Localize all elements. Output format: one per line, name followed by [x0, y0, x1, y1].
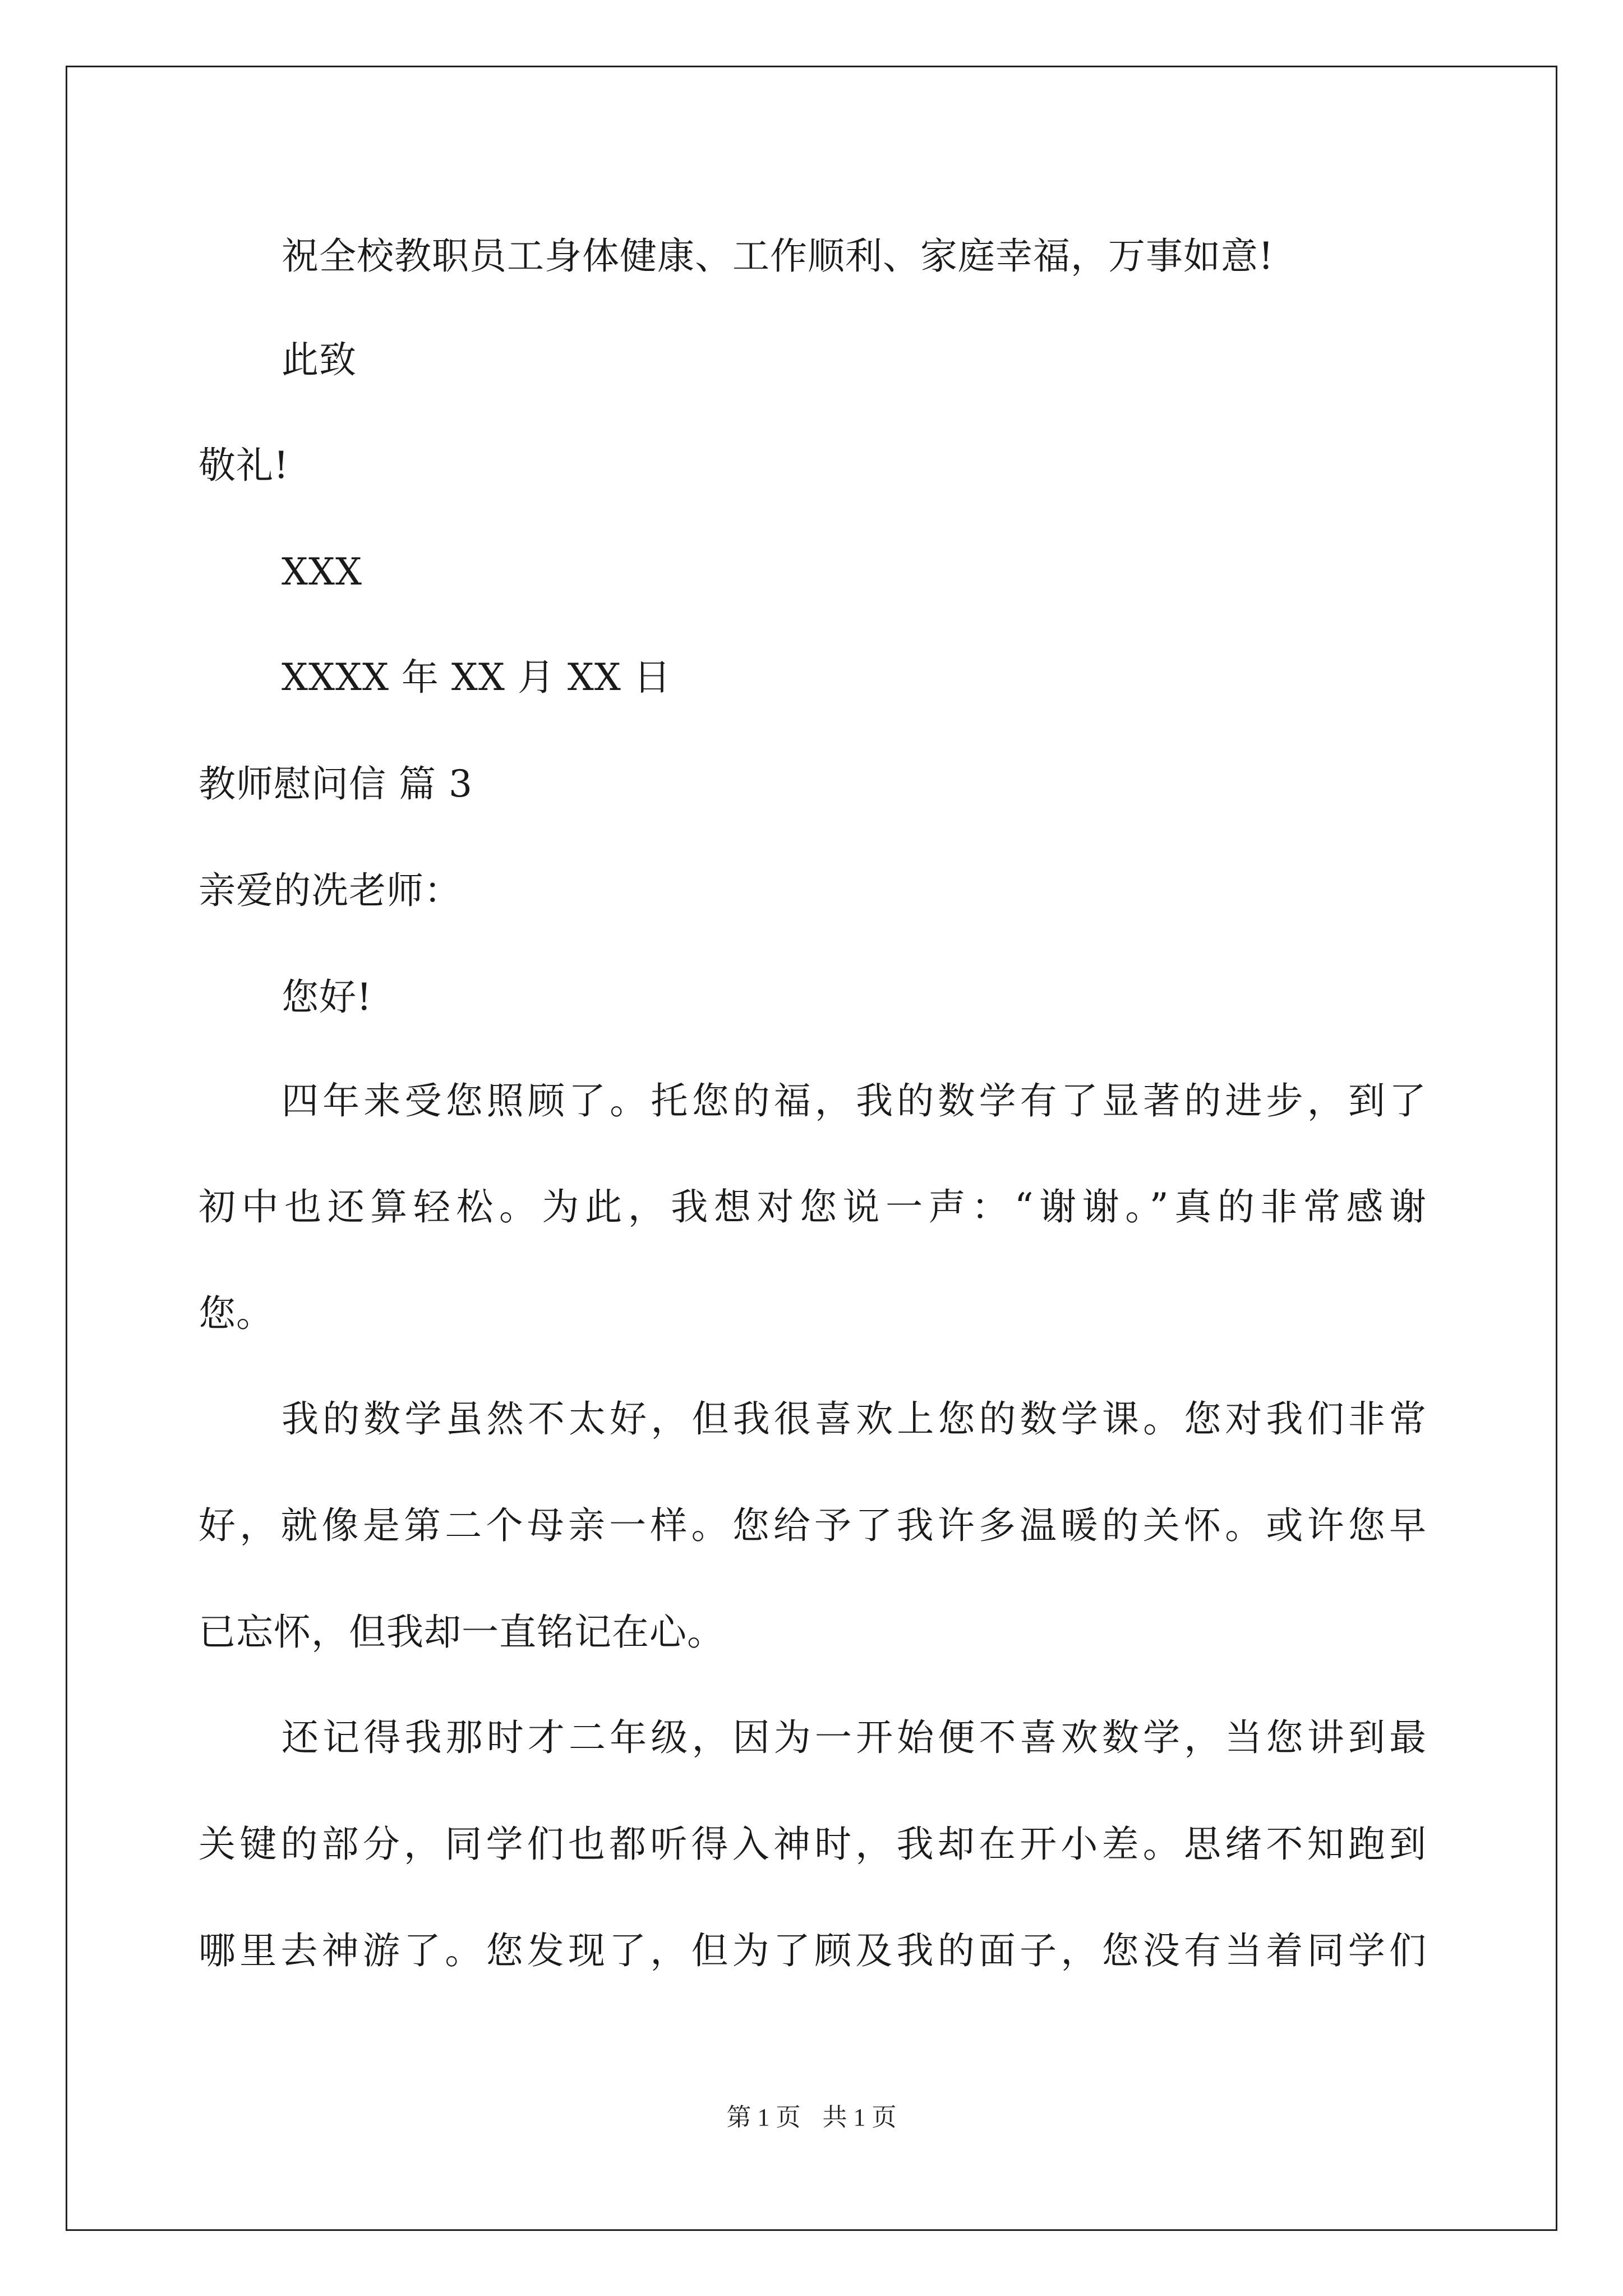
paragraph-line: 已忘怀，但我却一直铭记在心。 — [199, 1611, 725, 1654]
paragraph-line: 还记得我那时才二年级，因为一开始便不喜欢数学，当您讲到最 — [282, 1716, 1427, 1759]
paragraph-line: 哪里去神游了。您发现了，但为了顾及我的面子，您没有当着同学们 — [199, 1929, 1427, 1972]
paragraph-line: 初中也还算轻松。为此，我想对您说一声：“谢谢。”真的非常感谢 — [199, 1185, 1427, 1228]
blessing-line: 祝全校教职员工身体健康、工作顺利、家庭幸福，万事如意! — [282, 234, 1274, 278]
paragraph-line: 关键的部分，同学们也都听得入神时，我却在开小差。思绪不知跑到 — [199, 1823, 1427, 1866]
paragraph-line: 好，就像是第二个母亲一样。您给予了我许多温暖的关怀。或许您早 — [199, 1504, 1427, 1547]
signature-name: XXX — [282, 550, 362, 593]
paragraph-line: 我的数学虽然不太好，但我很喜欢上您的数学课。您对我们非常 — [282, 1397, 1427, 1441]
salutation: 亲爱的冼老师： — [199, 869, 462, 912]
page-number: 第 1 页 — [726, 2104, 801, 2131]
paragraph-line: 您。 — [199, 1292, 274, 1335]
section-heading: 教师慰问信 篇 3 — [199, 762, 473, 806]
page-footer — [0, 2101, 1623, 2134]
closing-jingli: 敬礼! — [199, 444, 289, 487]
closing-cizhi: 此致 — [282, 338, 357, 381]
page-border — [66, 66, 1557, 2231]
page-total: 共 1 页 — [822, 2104, 897, 2131]
signature-date: XXXX 年 XX 月 XX 日 — [282, 656, 671, 699]
paragraph-line: 四年来受您照顾了。托您的福，我的数学有了显著的进步，到了 — [282, 1079, 1427, 1122]
greeting: 您好! — [282, 976, 372, 1019]
